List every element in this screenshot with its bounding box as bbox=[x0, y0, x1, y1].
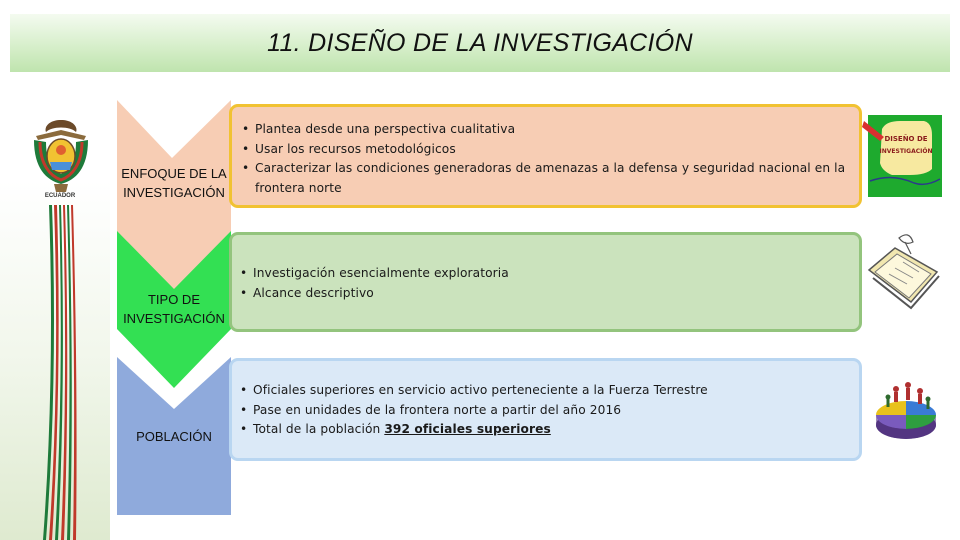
poblacion-box bbox=[229, 358, 862, 461]
open-book-icon bbox=[865, 228, 943, 326]
list-item bbox=[240, 420, 859, 440]
left-decorative-stripes bbox=[0, 0, 110, 540]
label-poblacion: POBLACIÓN bbox=[136, 429, 212, 444]
total-emphasis: 392 oficiales superiores bbox=[384, 422, 551, 436]
list-item: • Usar los recursos metodológicos bbox=[242, 140, 859, 160]
tipo-box bbox=[229, 232, 862, 332]
ecuador-emblem-icon bbox=[26, 118, 96, 204]
enfoque-box bbox=[229, 104, 862, 208]
list-item: • Plantea desde una perspectiva cualitativa bbox=[242, 120, 859, 140]
svg-text:INVESTIGACIÓN: INVESTIGACIÓN bbox=[879, 148, 933, 155]
list-item: • Alcance descriptivo bbox=[240, 284, 859, 304]
emblem-caption: ECUADOR bbox=[44, 193, 76, 199]
svg-text:DISEÑO DE: DISEÑO DE bbox=[884, 135, 928, 143]
design-notebook-icon bbox=[862, 111, 944, 199]
list-item: • Pase en unidades de la frontera norte a partir del año 2016 bbox=[240, 401, 859, 421]
label-enfoque: ENFOQUE DE LA INVESTIGACIÓN bbox=[121, 166, 227, 200]
list-item: • Oficiales superiores en servicio activo perteneciente a la Fuerza Terrestre bbox=[240, 381, 859, 401]
slide-title: 11. DISEÑO DE LA INVESTIGACIÓN bbox=[267, 29, 693, 57]
list-item: • Caracterizar las condiciones generadoras de amenazas a la defensa y seguridad nacional en la frontera norte bbox=[242, 159, 859, 198]
pie-chart-people-icon bbox=[872, 375, 940, 447]
label-tipo: TIPO DE INVESTIGACIÓN bbox=[123, 292, 225, 326]
list-item: • Investigación esencialmente exploratoria bbox=[240, 264, 859, 284]
total-prefix: Total de la población bbox=[253, 422, 385, 436]
